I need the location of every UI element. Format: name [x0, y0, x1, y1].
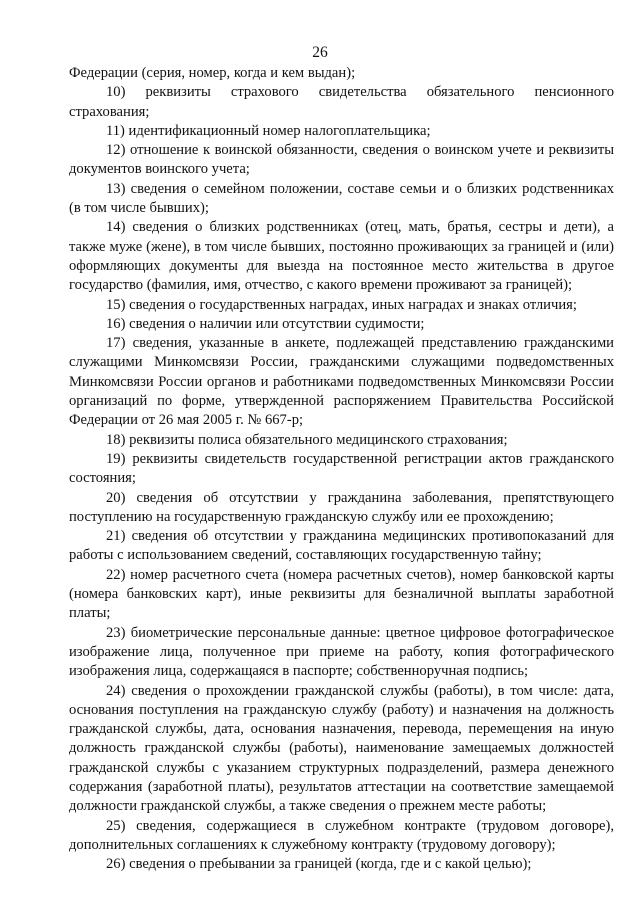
- paragraph-item-20: 20) сведения об отсутствии у гражданина заболевания, препятствующего поступлению на государственную гражданскую службу или ее прохождению;: [69, 489, 614, 525]
- paragraph-item-12: 12) отношение к воинской обязанности, сведения о воинском учете и реквизиты документов воинского учета;: [69, 142, 614, 178]
- paragraph-item-10: 10) реквизиты страхового свидетельства обязательного пенсионного страхования;: [69, 84, 614, 120]
- paragraph-continuation: Федерации (серия, номер, когда и кем выдан);: [69, 65, 356, 81]
- paragraph-item-19: 19) реквизиты свидетельств государственной регистрации актов гражданского состояния;: [69, 450, 614, 487]
- paragraph-item-16: 16) сведения о наличии или отсутствии судимости;: [106, 315, 425, 332]
- paragraph-item-13: 13) сведения о семейном положении, составе семьи и о близких родственниках (в том числе бывших);: [69, 180, 614, 217]
- paragraph-item-15: 15) сведения о государственных наградах, иных наградах и знаках отличия;: [106, 296, 577, 313]
- paragraph-item-11: 11) идентификационный номер налогоплательщика;: [106, 122, 431, 139]
- paragraph-item-26: 26) сведения о пребывании за границей (когда, где и с какой целью);: [106, 856, 532, 873]
- paragraph-item-21: 21) сведения об отсутствии у гражданина медицинских противопоказаний для работы с использованием сведений, составляющих государственную тайну;: [69, 528, 614, 564]
- paragraph-item-22: 22) номер расчетного счета (номера расчетных счетов), номер банковской карты (номера банковских карт), иные реквизиты для безналичной выплаты заработной платы;: [69, 566, 614, 622]
- document-body: [69, 64, 614, 874]
- paragraph-item-18: 18) реквизиты полиса обязательного медицинского страхования;: [106, 431, 508, 448]
- paragraph-item-23: 23) биометрические персональные данные: цветное цифровое фотографическое изображение лица, полученное при приеме на работу, копия фотографического изображения лица, содержащаяся в паспорте; собственноручная подпись;: [69, 624, 614, 680]
- paragraph-item-25: 25) сведения, содержащиеся в служебном контракте (трудовом договоре), дополнительных соглашениях к служебному контракту (трудовому договору);: [69, 817, 614, 853]
- paragraph-item-14: 14) сведения о близких родственниках (отец, мать, братья, сестры и дети), а также муже (жене), в том числе бывших, постоянно проживающих за границей и (или) оформляющих документы для выезда на постоянное место жительства в другое государство (фамилия, имя, отчество, с какого времени проживают за границей);: [69, 219, 614, 294]
- paragraph-item-24: 24) сведения о прохождении гражданской службы (работы), в том числе: дата, основания поступления на гражданскую службу (работу) и назначения на должность гражданской службы, дата, основания назначения, перевода, перемещения на иную должность гражданской службы (работы), наименование замещаемых должностей гражданской службы с указанием структурных подразделений, размера денежного содержания (заработной платы), результатов аттестации на соответствие замещаемой должности гражданской службы, а также сведения о прежнем месте работы;: [69, 682, 614, 815]
- page-number: 26: [312, 44, 328, 61]
- paragraph-item-17: 17) сведения, указанные в анкете, подлежащей представлению гражданскими служащими Минкомсвязи России, гражданскими служащими подведомственных Минкомсвязи России органов и работниками подведомственных Минкомсвязи России организаций по форме, утвержденной распоряжением Правительства Российской Федерации от 26 мая 2005 г. № 667-р;: [69, 335, 614, 429]
